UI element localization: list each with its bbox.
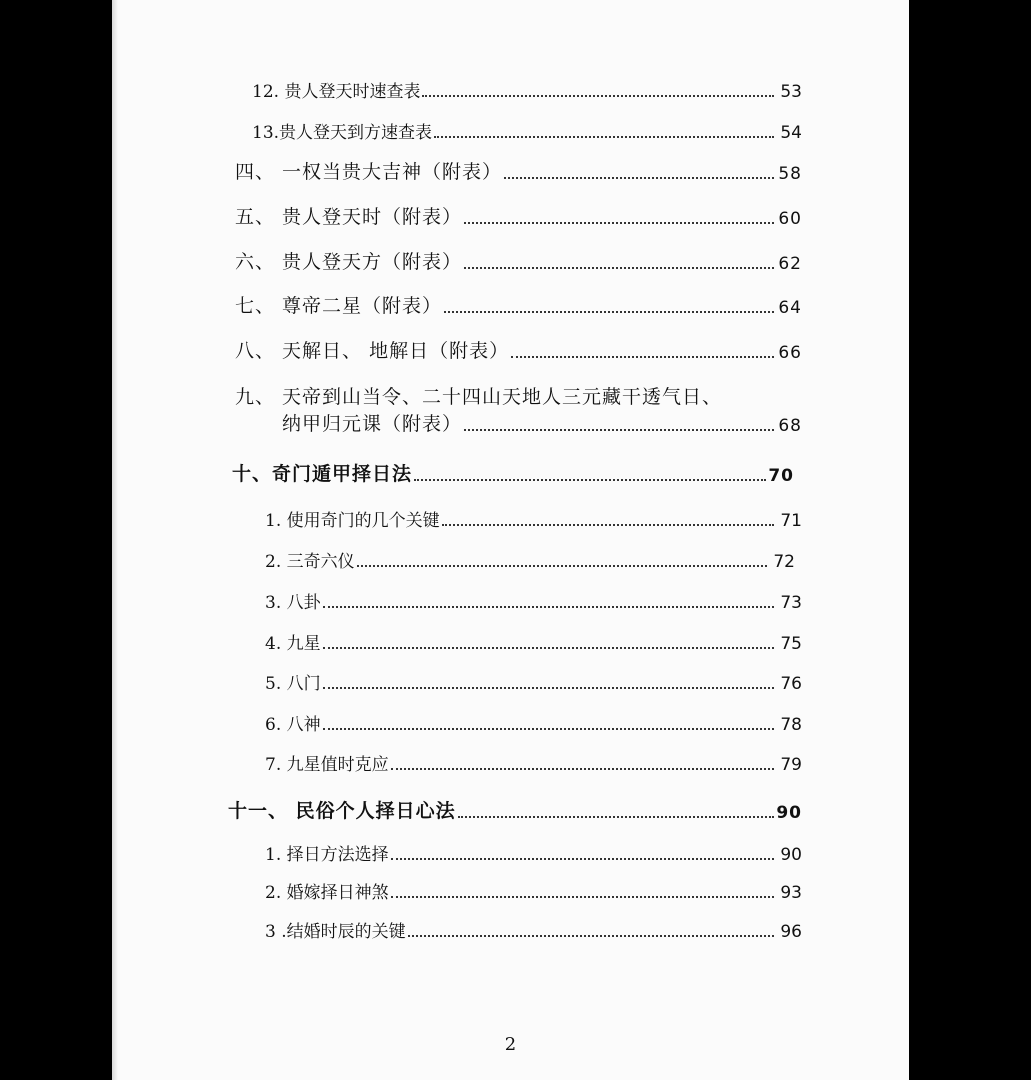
toc-entry[interactable] xyxy=(235,292,802,318)
toc-entry[interactable] xyxy=(265,877,802,903)
toc-leader-dots xyxy=(458,816,774,818)
toc-leader-dots xyxy=(434,136,774,138)
toc-entry-label: 1. 使用奇门的几个关键 xyxy=(265,511,440,531)
toc-entry[interactable] xyxy=(252,117,802,143)
toc-entry[interactable] xyxy=(265,628,802,654)
toc-leader-dots xyxy=(442,524,774,526)
toc-entry[interactable] xyxy=(265,839,802,865)
toc-entry[interactable] xyxy=(235,337,802,363)
toc-entry-page: 73 xyxy=(780,593,802,613)
toc-entry-page: 62 xyxy=(778,254,802,274)
toc-entry-label: 5. 八门 xyxy=(265,674,321,694)
toc-entry-page: 96 xyxy=(780,922,802,942)
toc-entry-page: 53 xyxy=(780,82,802,102)
toc-entry-page: 54 xyxy=(780,123,802,143)
toc-entry[interactable] xyxy=(265,709,802,735)
toc-leader-dots xyxy=(422,95,774,97)
toc-section-label: 十一、 民俗个人择日心法 xyxy=(228,800,456,822)
toc-entry-label: 3 .结婚时辰的关键 xyxy=(265,922,406,942)
toc-entry[interactable] xyxy=(235,158,802,184)
toc-entry[interactable] xyxy=(265,749,802,775)
toc-leader-dots xyxy=(444,311,774,313)
toc-entry[interactable] xyxy=(252,76,802,102)
document-page xyxy=(112,0,909,1080)
toc-entry[interactable] xyxy=(282,410,802,436)
page-number: 2 xyxy=(504,1034,517,1055)
toc-leader-dots xyxy=(323,687,774,689)
toc-entry-label: 4. 九星 xyxy=(265,634,321,654)
toc-section[interactable] xyxy=(228,797,802,823)
toc-entry-label: 12. 贵人登天时速查表 xyxy=(252,82,421,102)
toc-section-page: 70 xyxy=(768,466,794,486)
toc-entry-page: 93 xyxy=(780,883,802,903)
toc-entry-page: 64 xyxy=(778,298,802,318)
page-edge-shadow xyxy=(112,0,118,1080)
toc-entry[interactable] xyxy=(265,546,795,572)
toc-entry-label: 7. 九星值时克应 xyxy=(265,755,389,775)
toc-entry[interactable] xyxy=(265,668,802,694)
toc-entry[interactable] xyxy=(265,587,802,613)
toc-entry-label: 13.贵人登天到方速查表 xyxy=(252,123,433,143)
toc-entry[interactable] xyxy=(235,203,802,229)
toc-leader-dots xyxy=(391,896,774,898)
toc-entry-page: 76 xyxy=(780,674,802,694)
toc-leader-dots xyxy=(408,935,774,937)
toc-leader-dots xyxy=(391,858,774,860)
toc-entry-label: 七、 尊帝二星（附表） xyxy=(235,295,443,317)
toc-section[interactable] xyxy=(232,460,794,486)
toc-entry-page: 60 xyxy=(778,209,802,229)
toc-entry-label: 四、 一权当贵大吉神（附表） xyxy=(235,161,503,183)
toc-entry[interactable] xyxy=(265,505,802,531)
toc-leader-dots xyxy=(464,222,774,224)
toc-leader-dots xyxy=(357,565,767,567)
toc-entry-label-line1: 九、 天帝到山当令、二十四山天地人三元藏干透气日、 xyxy=(235,386,723,408)
toc-leader-dots xyxy=(391,768,774,770)
toc-entry-page: 72 xyxy=(773,552,795,572)
toc-entry-label: 六、 贵人登天方（附表） xyxy=(235,251,463,273)
toc-entry-page: 58 xyxy=(778,164,802,184)
toc-entry-label: 6. 八神 xyxy=(265,715,321,735)
toc-entry-page: 66 xyxy=(778,343,802,363)
toc-entry-label: 2. 三奇六仪 xyxy=(265,552,355,572)
toc-leader-dots xyxy=(414,479,766,481)
toc-entry[interactable] xyxy=(235,248,802,274)
toc-entry-page: 71 xyxy=(780,511,802,531)
toc-leader-dots xyxy=(323,728,774,730)
toc-entry-label: 1. 择日方法选择 xyxy=(265,845,389,865)
toc-entry-label: 八、 天解日、 地解日（附表） xyxy=(235,340,510,362)
toc-entry-page: 79 xyxy=(780,755,802,775)
toc-entry-label: 五、 贵人登天时（附表） xyxy=(235,206,463,228)
toc-section-page: 90 xyxy=(776,803,802,823)
toc-entry[interactable] xyxy=(265,916,802,942)
toc-leader-dots xyxy=(323,647,774,649)
toc-leader-dots xyxy=(511,356,774,358)
toc-entry-page: 75 xyxy=(780,634,802,654)
toc-entry-label: 3. 八卦 xyxy=(265,593,321,613)
toc-leader-dots xyxy=(464,267,774,269)
toc-section-label: 十、奇门遁甲择日法 xyxy=(232,463,413,485)
toc-entry-page: 90 xyxy=(780,845,802,865)
toc-entry-label: 2. 婚嫁择日神煞 xyxy=(265,883,389,903)
toc-leader-dots xyxy=(464,429,774,431)
toc-entry-page: 78 xyxy=(780,715,802,735)
toc-leader-dots xyxy=(323,606,774,608)
toc-leader-dots xyxy=(504,177,774,179)
toc-entry-page: 68 xyxy=(778,416,802,436)
toc-entry-label: 纳甲归元课（附表） xyxy=(282,413,463,435)
